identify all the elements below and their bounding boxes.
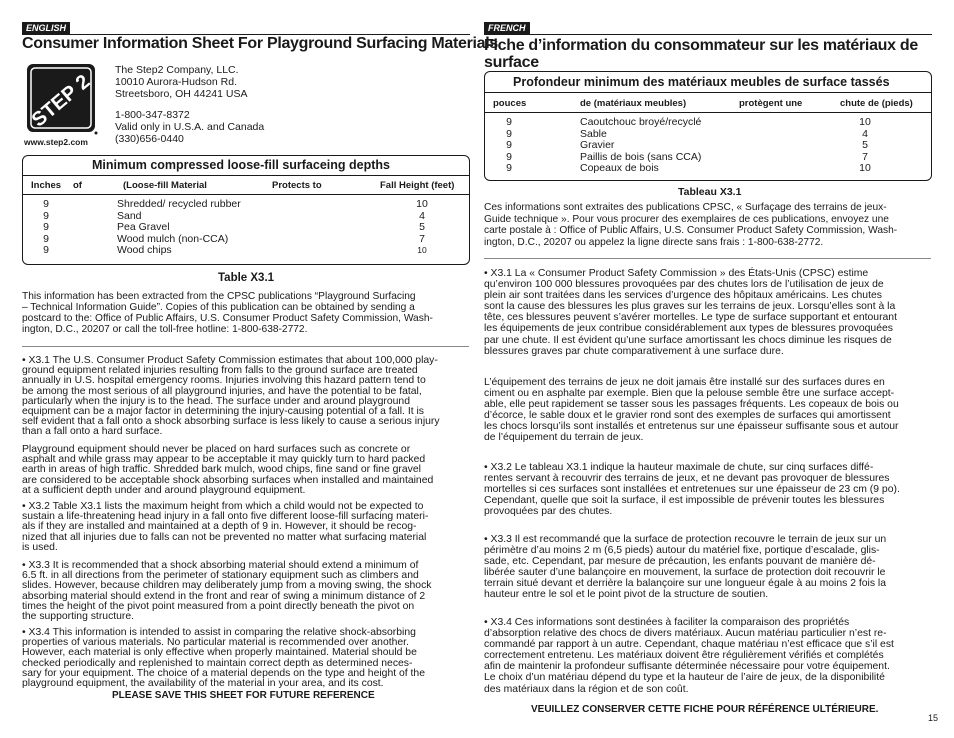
page-number: 15 (928, 713, 939, 723)
column-header-of: of (73, 180, 82, 191)
column-header-inches: Inches (31, 180, 62, 191)
french-footer-note: VEUILLEZ CONSERVER CETTE FICHE POUR RÉFÉRENCE ULTÉRIEURE. (531, 704, 879, 715)
column-header-protects: Protects to (272, 180, 322, 191)
column-header-height: Fall Height (feet) (380, 180, 455, 191)
english-paragraph-surfaces: Playground equipment should never be placed on hard surfaces such as concrete or asphalt and while grass may appear to be acceptable it may quickly turn to hard packed earth in areas of high traffic. Shredded bark mulch, wood chips, fine sand or fine gravel are considered to be acceptable shock absorbing surfaces when installed and maintained at a sufficient depth under and around playground equipment. (22, 444, 434, 496)
column-header-chute: chute de (pieds) (840, 98, 913, 109)
english-intro: This information has been extracted from the CPSC publications “Playground Surfacing – Technical Information Guide”. Copies of this publication can be obtained by sending a postcard to the: Office of Public Affairs, U.S. Consumer Product Safety Commission, Wash- ington, D.C., 20207 or call the toll-free hotline: 1-800-638-2772. (22, 291, 433, 335)
french-title: Fiche d’information du consommateur sur les matériaux de surface (484, 37, 918, 71)
french-paragraph-x3-3: • X3.3 Il est recommandé que la surface de protection recouvre le terrain de jeux sur un périmètre d’au moins 2 m (6,5 pieds) autour du matériel fixe, portique d’escalade, glis- sade, etc. Cependant, par mesure de précaution, les enfants pouvant de manière dé- libérée sauter d’une balançoire en mouvement, la surface de protection doit recouvrir le terrain situé devant et derrière la balançoire sur une longueur égale à au moins 2 fois la hauteur entre le sol et le point pivot de la structure de soutien. (484, 534, 887, 601)
table-column-inches: 9 9 9 9 9 (506, 116, 512, 174)
french-paragraph-x3-2: • X3.2 Le tableau X3.1 indique la hauteur maximale de chute, sur cinq surfaces diffé- rentes servant à recouvrir des terrains de jeux, et ne devant pas provoquer de blessures mortelles si ces surfaces sont installées et entretenues sur une épaisseur de 23 cm (9 po). Cependant, quelle que soit la surface, il est impossible de prévenir toutes les blessures provoquées par des chutes. (484, 462, 900, 518)
header-rule (484, 34, 932, 35)
french-paragraph-x3-4: • X3.4 Ces informations sont destinées à faciliter la comparaison des propriétés d’absorption relative des chocs de divers matériaux. Aucun matériau particulier n’est re- commandé par rapport à un autre. Cependant, chaque matériau n’est efficace que s’il est correctement entretenu. Les matériaux doivent être régulièrement vérifiés et complétés afin de maintenir la profondeur suffisante déterminée nécessaire pour votre équipement. Le choix d’un matériau dépend du type et la hauteur de l’aire de jeux, de la disponibilité des matériaux dans la région et de son coût. (484, 617, 894, 695)
language-tag-french: FRENCH (484, 22, 530, 34)
table-column-material: Shredded/ recycled rubber Sand Pea Gravel Wood mulch (non-CCA) Wood chips (117, 198, 241, 256)
website-link[interactable]: www.step2.com (24, 137, 88, 147)
step2-logo (24, 61, 98, 135)
english-paragraph-x3-4: • X3.4 This information is intended to assist in comparing the relative shock-absorbing properties of various materials. No particular material is recommended over another. However, each material is only effective when properly maintained. Material should be checked periodically and replenished to maintain correct depth as determined neces- sary for your equipment. The choice of a material depends on the type and height of the playground equipment, the availability of the material in your area, and its cost. (22, 627, 425, 690)
french-paragraph-x3-1: • X3.1 La « Consumer Product Safety Commission » des États-Unis (CPSC) estime qu’environ 100 000 blessures provoquées par des chutes lors de l’utilisation de jeux de plein air sont traitées dans les services d’urgence des hôpitaux américains. Les chutes sont la cause des blessures les plus graves sur les terrains de jeux. Lorsqu’elles sont à la tête, ces blessures peuvent s’avérer mortelles. Le type de surface supportant et entourant les équipements de jeux contribue considérablement aux types de blessures provoquées par une chute. Il est évident qu’une surface amortissant les chocs diminue les risques de blessures graves par chute comparativement à une surface dure. (484, 268, 897, 357)
english-paragraph-x3-2: • X3.2 Table X3.1 lists the maximum height from which a child would not be expected to sustain a life-threatening head injury in a fall onto five different loose-fill surfacing materi- als if they are installed and maintained at a depth of 9 in. However, it should be recog- nized that all injuries due to falls can not be prevented no matter what surfacing material is used. (22, 501, 429, 553)
french-paragraph-surfaces: L’équipement des terrains de jeux ne doit jamais être installé sur des surfaces dures en ciment ou en asphalte par exemple. Bien que la pelouse semble être une surface accept- able, elle peut rapidement se tasser sous les passages fréquents. Les copeaux de bois ou d’écorce, le sable doux et le gravier rond sont des exemples de surfaces qui amortissent les chocs lorsqu’ils sont installés et entretenus sur une épaisseur suffisante sous et autour de l’équipement du terrain de jeux. (484, 377, 899, 444)
table-column-height: 10 4 5 7 10 (416, 198, 428, 255)
company-address: The Step2 Company, LLC. 10010 Aurora-Hudson Rd. Streetsboro, OH 44241 USA (115, 64, 248, 100)
logo-wordmark: STEP 2 (27, 70, 95, 132)
company-contact: 1-800-347-8372 Valid only in U.S.A. and Canada (330)656-0440 (115, 109, 265, 145)
french-intro: Ces informations sont extraites des publications CPSC, « Surfaçage des terrains de jeux- Guide technique ». Pour vous procurer des exemplaires de ces publications, envoyez une carte postale à : Office of Public Affairs, U.S. Consumer Product Safety Commission, Wash- ington, D.C., 20207 ou appelez la ligne directe sans frais : 1-800-638-2772. (484, 202, 898, 248)
column-header-materiaux: de (matériaux meubles) (580, 98, 687, 109)
column-header-pouces: pouces (493, 98, 527, 109)
table-title: Minimum compressed loose-fill surfaceing depths (92, 158, 390, 172)
column-header-material: (Loose-fill Material (123, 180, 207, 191)
table-caption: Table X3.1 (218, 272, 275, 284)
english-paragraph-x3-3: • X3.3 It is recommended that a shock absorbing material should extend a minimum of 6.5 ft. in all directions from the perimeter of stationary equipment such as climbers and slides. However, because children may deliberately jump from a moving swing, the shock absorbing material should extend in the front and rear of swing a minimum distance of 2 times the height of the pivot point measured from a point directly beneath the pivot on the supporting structure. (22, 560, 432, 623)
column-header-protegent: protègent une (739, 98, 803, 109)
english-title: Consumer Information Sheet For Playground Surfacing Materials (22, 35, 498, 52)
english-paragraph-x3-1: • X3.1 The U.S. Consumer Product Safety Commission estimates that about 100,000 play- ground equipment related injuries resulting from falls to the ground surface are treated annually in U.S. hospital emergency rooms. Injuries involving this hazard pattern tend to be among the most serious of all playground injuries, and have the potential to be fatal, particularly when the injury is to the head. The surface under and around playground equipment can be a major factor in determining the injury-causing potential of a fall. It is self evident that a fall onto a shock absorbing surface is less likely to cause a serious injury than a fall onto a hard surface. (22, 355, 440, 438)
table-title: Profondeur minimum des matériaux meubles de surface tassés (513, 75, 890, 89)
table-column-material: Caoutchouc broyé/recyclé Sable Gravier Paillis de bois (sans CCA) Copeaux de bois (580, 116, 702, 174)
table-column-inches: 9 9 9 9 9 (43, 198, 49, 256)
table-caption: Tableau X3.1 (678, 186, 742, 198)
table-column-height: 10 4 5 7 10 (859, 116, 871, 174)
language-tag-english: ENGLISH (22, 22, 70, 34)
english-footer-note: PLEASE SAVE THIS SHEET FOR FUTURE REFERENCE (112, 690, 375, 701)
